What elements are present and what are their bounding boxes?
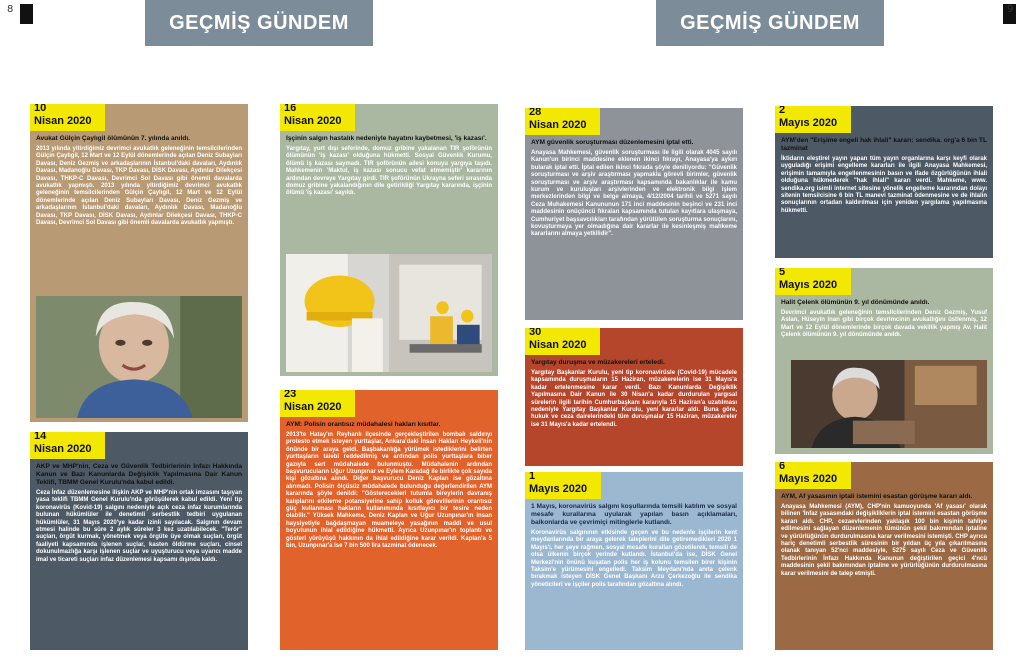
date-month: Mayıs 2020 — [779, 279, 838, 291]
date-month: Mayıs 2020 — [529, 483, 588, 495]
card-text: Anayasa Mahkemesi (AYM), CHP'nin kamuoyunda 'Af yasası' olarak bilinen 'İnfaz yasasındaki değişikliklerin iptal istemini esastan görüşme kararı aldı. CHP, cezaevlerinden yaklaşık 100 bin kişinin tahliye edilmesini sağlayan düzenlemenin tümünün şekil bakımından iptaline ve yürürlüğünün durdurulmasına karar verilmesini istemişti. CHP ayrıca hariç denetimli serbestlik süresinin bir yıldan üç yıla çıkarılmasına olanak tanıyan 52'nci maddesiyle, 5275 sayılı Ceza ve Güvenlik Tedbirlerinin İnfazı Hakkında Kanunun değiştirilen geçici 4'ncü maddesinin şekil bakımından iptaline ve yürürlüğünün durdurulmasına karar verilmesini de talep etmişti. — [781, 504, 987, 577]
section-banner-left: GEÇMİŞ GÜNDEM — [145, 0, 373, 46]
timeline-card-10-nisan — [30, 104, 248, 422]
date-month: Mayıs 2020 — [779, 117, 838, 129]
date-day: 6 — [779, 462, 786, 472]
date-tag — [280, 104, 355, 131]
timeline-card-28-nisan — [525, 108, 743, 320]
date-month: Nisan 2020 — [34, 443, 92, 455]
card-text: 2013 yılında yitirdiğimiz devrimci avukatlık geleneğinin temsilcilerinden Gülçin Çaylıgil, 12 Mart ve 12 Eylül dönemlerinde açılan Deniz Subayları Davası, Deniz Gezmiş ve arkadaşlarının İstanbul'daki davaları, Aydınlık Davası, Madanoğlu Davası, TKP Davası, DİSK Davası, Aydınlar Dilekçesi Davası, THKP-C Davası, Devrimci Sol Davası gibi önemli davalarda avukatlık yapmıştı. 2013 yılında yitirdiğimiz devrimci avukatlık geleneğinin temsilcilerinden Gülçin Çaylıgil, 12 Mart ve 12 Eylül dönemlerinde açılan Deniz Subayları Davası, Deniz Gezmiş ve arkadaşlarının İstanbul'daki davaları, Aydınlık Davası, Madanoğlu Davası, TKP Davası, DİSK Davası, Aydınlar Dilekçesi Davası, THKP-C Davası, Devrimci Sol Davası gibi önemli davalarda avukatlık yapmıştı. — [36, 146, 242, 227]
card-text: İktidarın eleştirel yayın yapan tüm yayın organlarına karşı keyfi olarak uyguladığı erişimi engelleme kararları ile ilgili Anayasa Mahkemesi, erişimin tamamıyla engellenmesinin basın ve ifade özgürlüğünün ihlali olduğuna hükmederek "hak ihlali" kararı verdi. Mahkeme, www. sendika.org isimli internet sitesine yönelik engelleme kararından dolayı sitenin temsilcisine 6 bin TL manevi tazminat ödenmesine ve de ihlalin sonuçlarının ortadan kaldırılması için yeniden yargılama yapılmasına hükmetti. — [781, 156, 987, 214]
page-number-right: 9 — [1007, 4, 1014, 15]
timeline-card-14-nisan — [30, 432, 248, 650]
date-day: 5 — [779, 268, 786, 278]
date-tag — [30, 432, 105, 459]
date-tag — [525, 108, 600, 135]
portrait-photo — [791, 360, 987, 448]
date-day: 28 — [529, 108, 542, 118]
card-headline: AYM güvenlik soruşturması düzenlemesini iptal etti. — [531, 139, 694, 146]
card-text: Ceza İnfaz düzenlemesine ilişkin AKP ve MHP'nin ortak imzasını taşıyan yasa teklifi TBMM Genel Kurulu'nda görüşülerek kabul edildi. Yeni tip koronavirüs (Kovid-19) salgını nedeniyle açık ceza infaz kurumlarında bulunan hükümlüler ile denetimli serbestlik tedbiri uygulanan hükümlüler, 31 Mayıs 2020'ye kadar izinli sayılacak. Salgının devam etmesi halinde bu süre 2 aylık süreler 3 kez uzatılabilecek. "Terör" suçları, örgüt kurmak, yönetmek veya örgüte üye olmak suçları, örgüt faaliyeti kapsamında işlenen suçlar, kasten öldürme suçları, cinsel dokunulmazlığa karşı işlenen suçlar ve uyuşturucu veya uyarıcı madde imal ve ticareti suçları infaz düzenlemesi kapsamı dışında kaldı. — [36, 490, 242, 563]
date-day: 14 — [34, 432, 47, 442]
worker-accident-photo — [286, 254, 492, 372]
date-tag — [525, 472, 601, 499]
magazine-logo — [20, 4, 33, 24]
card-headline: Yargıtay duruşma ve müzakereleri erteledi. — [531, 359, 665, 366]
card-headline: AYM: Polisin orantısız müdahalesi hakları kısıtlar. — [286, 421, 441, 428]
card-text: Koronavirüs salgınının etkisinde geçen ve bu nedenle işçilerin kent meydanlarında bir araya gelerek taleplerini dile getiremedikleri 2020 1 Mayıs'ı, her şeye rağmen, sosyal mesafe kuralları gözetilerek, temsili de olsa ülkenin birçok yerinde kutlandı. İstanbul'da ise, DİSK Genel Merkezi'nin önünü kuşatan polis her iş kolunu temsilen birer kişinin Taksim'e yürümesini engelledi. Taksim Meydanı'nda anıta çelenk bırakmak isteyen DİSK Genel Başkanı Arzu Çerkezoğlu ile sendika yöneticileri ve işçiler polis tarafından gözaltına alındı. — [531, 530, 737, 588]
date-tag — [775, 268, 851, 295]
date-tag — [525, 328, 600, 355]
page-number-left: 8 — [7, 4, 14, 15]
card-headline: AYM'den "Erişime engeli hak ihlali" kararı: sendika. org'a 6 bin TL tazminat — [781, 137, 987, 152]
timeline-card-16-nisan — [280, 104, 498, 376]
timeline-card-2-mayis — [775, 106, 993, 258]
card-text: Anayasa Mahkemesi, güvenlik soruşturması ile ilgili olarak 4045 sayılı Kanun'un birinci maddesine eklenen ikinci fıkrayı, Anayasa'ya aykırı bularak iptal etti. İptal edilen ikinci fıkrada şöyle deniliyordu: "Güvenlik soruşturması ve arşiv araştırması yapmakla görevli birimler, güvenlik soruşturması ve arşiv araştırması kapsamında bakanlıklar ile kamu kurum ve kuruluşları arşivlerinden ve elektronik bilgi işlem merkezlerinden bilgi ve belge almaya, 4/12/2004 tarihli ve 5271 sayılı Ceza Muhakemesi Kanununun 171 inci maddesinin beşinci ve 231 inci maddesinin onüçüncü fıkraları kapsamında tutulan kayıtlara ulaşmaya, Cumhuriyet başsavcılıkları tarafından yürütülen soruşturma sonuçlarını, kovuşturmaya yer olmadığına dair kararlar ile kesinleşmiş mahkeme kararlarını almaya yetkilidir". — [531, 150, 737, 238]
timeline-card-23-nisan — [280, 390, 498, 650]
card-headline: Avukat Gülçin Çaylıgil ölümünün 7. yılında anıldı. — [36, 135, 190, 142]
date-month: Nisan 2020 — [284, 115, 342, 127]
card-headline: İşçinin salgın hastalık nedeniyle hayatını kaybetmesi, 'iş kazası'. — [286, 135, 487, 142]
timeline-card-30-nisan — [525, 328, 743, 466]
date-tag — [775, 462, 851, 489]
timeline-card-1-mayis — [525, 472, 743, 650]
date-month: Nisan 2020 — [34, 115, 92, 127]
date-month: Mayıs 2020 — [779, 473, 838, 485]
date-day: 16 — [284, 104, 297, 114]
timeline-card-5-mayis — [775, 268, 993, 454]
date-month: Nisan 2020 — [284, 401, 342, 413]
date-month: Nisan 2020 — [529, 119, 587, 131]
date-day: 23 — [284, 390, 297, 400]
date-day: 2 — [779, 106, 786, 116]
card-text: Devrimci avukatlık geleneğinin temsilcilerinden Deniz Gezmiş, Yusuf Aslan, Hüseyin inan gibi birçok devrimcinin avukatlığını üstlenmiş, 12 Mart ve 12 Eylül dönemlerinde birçok davada vekillik yapmış Av. Halit Çelenk ölümünün 9. yıl dönümünde anıldı. — [781, 310, 987, 339]
date-tag — [280, 390, 355, 417]
card-text: 2013'te Hatay'ın Reyhanlı ilçesinde gerçekleştirilen bombalı saldırıyı protesto etmek isteyen yurttaşlar, Ankara'daki İnsan Hakları Heykeli'nin önünde bir araya geldi. Başbakanlığa yürümek istediklerini belirten yurttaşların talebi reddedilmiş ve ardından polis yurttaşlara biber gazıyla sert müdahalede bulunmuştu. Müdahalenin ardından başvurucuların Uğur Uzunpınar ve Eylem Karadağ ile birlikte çok sayıda kişi gözaltına alındı. Diğer başvurucu Deniz Kaplan ise gözaltına alınmadı. Polisin ölçüsüz müdahalede bulunduğu değerlendirilen AYM kararında şöyle denildi: "Gösterecekleri tutumla bireylerin davranış kalıplarını etkileme potansiyeline sahip kolluk görevlilerinin orantısız güç kullanması hakların kullanımında kısıtlayıcı bir tesire neden olabilir." Yüksek Mahkeme, Deniz Kaplan ve Uğur Uzunpınar'ın insan haysiyetiyle bağdaşmayan muameleye yasağının maddi ve usul boyutunun ihlal edildiğine hükmetti. Ayrıca Uzunpınar'ın toplantı ve gösteri yürüyüşü hakkının da ihlal edildiğine karar verildi. Kaplan'a 5 bin, Uzunpınar'a ise 7 bin 500 lira tazminat ödenecek. — [286, 432, 492, 550]
date-day: 30 — [529, 328, 542, 338]
date-day: 10 — [34, 104, 47, 114]
date-day: 1 — [529, 472, 536, 482]
date-tag — [30, 104, 105, 131]
card-headline: Halit Çelenk ölümünün 9. yıl dönümünde anıldı. — [781, 299, 930, 306]
card-headline: 1 Mayıs, koronavirüs salgını koşullarında temsili katılım ve sosyal mesafe kurallarına uyularak yapılan basın açıklamaları, balkonlarda ve çevrimiçi mitinglerle kutlandı. — [531, 503, 737, 526]
card-headline: AYM, Af yasasının iptali istemini esastan görüşme kararı aldı. — [781, 493, 973, 500]
date-tag — [775, 106, 851, 133]
card-headline: AKP ve MHP'nin, Ceza ve Güvenlik Tedbirlerinin İnfazı Hakkında Kanun ve Bazı Kanunlarda Değişiklik Yapılmasına Dair Kanun Teklifi, TBMM Genel Kurulu'nda kabul edildi. — [36, 463, 242, 486]
timeline-card-6-mayis — [775, 462, 993, 650]
section-banner-right: GEÇMİŞ GÜNDEM — [656, 0, 884, 46]
date-month: Nisan 2020 — [529, 339, 587, 351]
portrait-photo — [36, 296, 242, 418]
card-text: Yargıtay, yurt dışı seferinde, domuz gribine yakalanan TIR şoförünün ölümünün 'iş kazası' olduğuna hükmetti. Sosyal Güvenlik Kurumu, ölümü iş kazası saymadı. TIR şoförünün ailesi konuyu yargıya taşıdı. Mahkemenin 'Maktul, iş kazası sonucu vefat etmemiştir' kararının ardından devreye Yargıtay girdi. TIR şoförünün Ukrayna seferi sırasında domuz gribine yakalandığının dile getirildiği Yargıtay kararında, işçinin ölümü 'iş kazası' sayıldı. — [286, 146, 492, 197]
card-text: Yargıtay Başkanlar Kurulu, yeni tip koronavirüsle (Covid-19) mücadele kapsamında duruşmaların 15 Haziran, müzakerelerin ise 31 Mayıs'a kadar ertelenmesine karar verdi. Bazı Kanunlarda Değişiklik Yapılmasına Dair Kanun ile 30 Nisan'a kadar durdurulan yargısal sürelerin ilgili tarihin Cumhurbaşkanı kararıyla 15 Haziran'a uzatılması nedeniyle Yargıtay Başkanlar Kurulu, yeni kararlar aldı. Buna göre, hukuk ve ceza dairelerindeki tüm duruşmalar 15 Haziran, müzakereler ise 31 Mayıs'a kadar ertelendi. — [531, 370, 737, 428]
